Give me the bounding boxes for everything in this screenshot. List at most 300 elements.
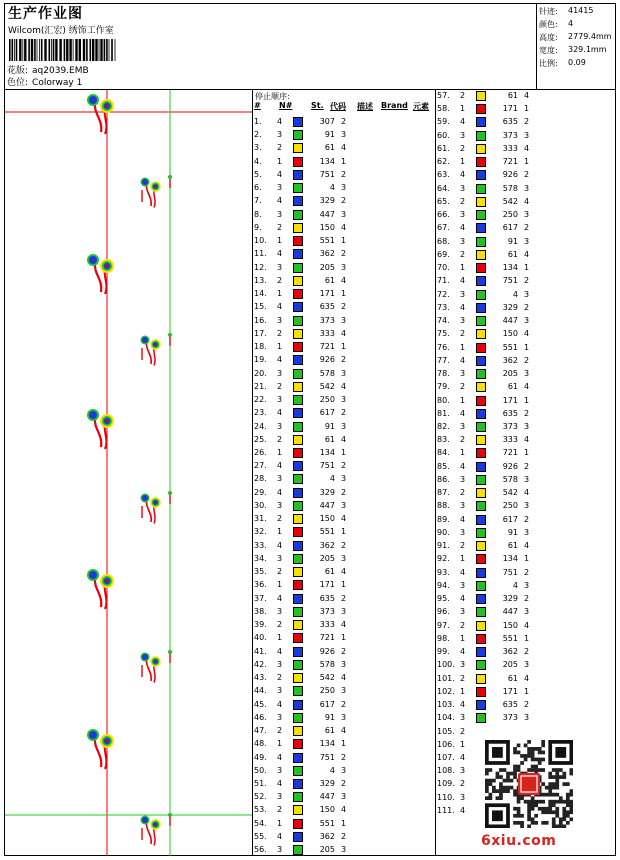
stop-number: 108. [437, 766, 455, 776]
color-code: 3 [341, 368, 347, 378]
needle-number: 2 [460, 488, 466, 498]
stop-row [253, 646, 435, 659]
stop-row [253, 248, 435, 261]
stitch-count: 926 [319, 646, 335, 656]
stop-row [253, 593, 435, 606]
needle-number: 1 [277, 739, 283, 749]
stitch-count: 171 [502, 395, 518, 405]
color-code: 3 [341, 686, 347, 696]
color-code: 3 [341, 765, 347, 775]
stop-number: 88. [437, 501, 450, 511]
stop-row [253, 288, 435, 301]
stop-number: 7. [254, 196, 262, 206]
color-code: 2 [524, 355, 530, 365]
stop-number: 50. [254, 765, 267, 775]
stop-number: 110. [437, 792, 455, 802]
stop-row [436, 487, 616, 500]
needle-number: 3 [460, 289, 466, 299]
stitch-count: 134 [502, 554, 518, 564]
color-code: 3 [524, 289, 530, 299]
color-swatch [476, 197, 486, 207]
stop-row [436, 421, 616, 434]
stop-row [253, 381, 435, 394]
stat-scale [539, 58, 586, 69]
stop-row [436, 262, 616, 275]
header-code: 代码 [330, 102, 346, 111]
stop-row [253, 473, 435, 486]
stop-number: 82. [437, 422, 450, 431]
stitch-count: 721 [502, 157, 518, 167]
design-file: aq2039.EMB [32, 66, 89, 76]
stitch-count: 61 [507, 541, 518, 551]
color-code: 2 [341, 831, 347, 841]
embroidery-motif-large [87, 254, 114, 294]
needle-number: 1 [277, 342, 283, 352]
stop-number: 54. [254, 818, 267, 828]
stop-row [436, 169, 616, 182]
color-swatch [293, 143, 303, 153]
stop-row [436, 395, 616, 408]
needle-number: 1 [460, 686, 466, 696]
stop-number: 52. [254, 792, 267, 802]
stats-panel [537, 4, 615, 90]
stitch-count: 205 [502, 660, 518, 670]
needle-number: 1 [277, 289, 283, 299]
color-code: 3 [524, 210, 530, 220]
stop-number: 87. [437, 488, 450, 498]
stop-row [436, 500, 616, 513]
stitch-count: 635 [319, 302, 335, 312]
stop-number: 74. [437, 316, 450, 326]
color-code: 2 [341, 540, 347, 550]
needle-number: 3 [277, 130, 283, 140]
stop-row [436, 116, 616, 129]
stitch-count: 751 [319, 169, 335, 179]
stop-row [253, 116, 435, 129]
stitch-count: 551 [319, 236, 335, 246]
needle-number: 2 [277, 328, 283, 338]
stitch-count: 635 [502, 700, 518, 710]
color-code: 1 [341, 633, 347, 643]
stop-number: 83. [437, 435, 450, 445]
needle-number: 3 [277, 315, 283, 325]
needle-number: 2 [277, 673, 283, 683]
color-swatch [293, 607, 303, 617]
color-swatch [293, 355, 303, 365]
stop-row [253, 341, 435, 354]
color-swatch [476, 568, 486, 578]
stitch-count: 171 [319, 289, 335, 299]
stop-row [436, 196, 616, 209]
color-swatch [476, 700, 486, 710]
stop-number: 75. [437, 329, 450, 339]
needle-number: 2 [277, 620, 283, 630]
stop-number: 106. [437, 739, 455, 749]
stop-number: 73. [437, 302, 450, 312]
needle-number: 1 [277, 633, 283, 643]
stitch-count: 329 [502, 302, 518, 312]
needle-number: 4 [277, 117, 283, 126]
stitch-count: 447 [319, 500, 335, 510]
barcode [9, 39, 119, 61]
color-code: 4 [524, 488, 530, 498]
stop-row [436, 434, 616, 447]
stop-row [436, 540, 616, 553]
header-element: 元素 [413, 102, 429, 111]
stitch-count: 307 [319, 117, 335, 126]
needle-number: 2 [277, 567, 283, 577]
stop-row [253, 513, 435, 526]
stop-number: 61. [437, 143, 450, 153]
color-swatch [476, 448, 486, 458]
stop-row [436, 514, 616, 527]
needle-number: 3 [460, 527, 466, 537]
stop-row [436, 606, 616, 619]
stop-row [253, 738, 435, 751]
needle-number: 1 [460, 554, 466, 564]
stop-number: 60. [437, 130, 450, 140]
color-swatch [476, 263, 486, 273]
stop-row [253, 752, 435, 765]
stop-number: 98. [437, 633, 450, 643]
stop-number: 71. [437, 276, 450, 286]
stop-row [253, 460, 435, 473]
stitch-count: 150 [502, 329, 518, 339]
color-code: 1 [524, 263, 530, 273]
color-code: 2 [524, 276, 530, 286]
stop-number: 84. [437, 448, 450, 458]
company-name: Wilcom(汇宏) 绣饰工作室 [8, 26, 114, 36]
stitch-count: 926 [319, 355, 335, 365]
stop-row [253, 712, 435, 725]
stitch-count: 4 [329, 474, 335, 484]
stitch-count: 171 [319, 580, 335, 590]
color-code: 1 [524, 448, 530, 458]
stitch-count: 61 [324, 726, 335, 736]
needle-number: 2 [277, 726, 283, 736]
needle-number: 3 [277, 606, 283, 616]
design-label: 花版: [7, 66, 29, 76]
color-code: 3 [341, 421, 347, 431]
color-code: 2 [341, 646, 347, 656]
stop-number: 67. [437, 223, 450, 233]
needle-number: 3 [277, 474, 283, 484]
color-code: 3 [524, 474, 530, 484]
color-code: 4 [524, 143, 530, 153]
color-swatch [293, 422, 303, 432]
stitch-count: 617 [502, 223, 518, 233]
stitch-count: 134 [319, 156, 335, 166]
needle-number: 4 [277, 302, 283, 312]
color-code: 1 [341, 527, 347, 537]
needle-number: 3 [460, 130, 466, 140]
stop-number: 15. [254, 302, 267, 312]
stop-number: 21. [254, 381, 267, 391]
stop-number: 89. [437, 514, 450, 524]
color-swatch [476, 462, 486, 472]
color-code: 4 [341, 620, 347, 630]
color-swatch [476, 475, 486, 485]
color-code: 3 [341, 130, 347, 140]
stop-number: 22. [254, 395, 267, 405]
stitch-count: 721 [502, 448, 518, 458]
color-code: 3 [524, 713, 530, 723]
needle-number: 3 [277, 183, 283, 193]
stitch-count: 61 [507, 91, 518, 100]
stop-row [436, 593, 616, 606]
needle-number: 3 [460, 210, 466, 220]
needle-number: 1 [460, 739, 466, 749]
needle-number: 3 [277, 659, 283, 669]
needle-number: 2 [460, 143, 466, 153]
color-swatch [476, 674, 486, 684]
needle-number: 4 [277, 461, 283, 471]
color-code: 1 [524, 686, 530, 696]
needle-number: 3 [277, 395, 283, 405]
stop-number: 65. [437, 196, 450, 206]
color-code: 4 [524, 435, 530, 445]
needle-number: 4 [277, 249, 283, 259]
stop-row [436, 659, 616, 672]
stitch-count: 551 [502, 342, 518, 352]
stop-row [436, 368, 616, 381]
color-swatch [476, 687, 486, 697]
needle-number: 1 [277, 580, 283, 590]
stitch-count: 61 [324, 434, 335, 444]
stop-row [253, 421, 435, 434]
needle-number: 4 [460, 408, 466, 418]
stop-row [253, 699, 435, 712]
stop-row [253, 129, 435, 142]
embroidery-motif-large [87, 569, 114, 609]
stop-row [253, 156, 435, 169]
stitch-count: 578 [319, 368, 335, 378]
sheet-title: 生产作业图 [8, 6, 83, 22]
needle-number: 4 [277, 408, 283, 418]
color-swatch [476, 250, 486, 260]
stop-number: 57. [437, 91, 450, 100]
stop-number: 29. [254, 487, 267, 497]
color-code: 2 [341, 752, 347, 762]
needle-number: 3 [460, 713, 466, 723]
needle-number: 3 [460, 369, 466, 379]
stop-row [253, 169, 435, 182]
stop-number: 96. [437, 607, 450, 617]
stop-number: 76. [437, 342, 450, 352]
color-code: 3 [524, 183, 530, 193]
stop-number: 11. [254, 249, 267, 259]
stitch-count: 91 [507, 236, 518, 246]
header-num: # [254, 101, 261, 110]
stop-row [436, 580, 616, 593]
color-code: 4 [524, 620, 530, 630]
stitch-count: 751 [319, 461, 335, 471]
stop-row [436, 249, 616, 262]
color-code: 2 [341, 196, 347, 206]
colorway-value: Colorway 1 [32, 78, 83, 88]
qr-code-image [485, 740, 573, 828]
color-swatch [476, 607, 486, 617]
stat-value: 329.1mm [568, 45, 607, 54]
needle-number: 4 [277, 699, 283, 709]
stop-number: 92. [437, 554, 450, 564]
stop-row [436, 355, 616, 368]
stop-number: 69. [437, 249, 450, 259]
color-swatch [293, 739, 303, 749]
color-swatch [476, 276, 486, 286]
stop-row [253, 844, 435, 856]
stitch-count: 61 [324, 275, 335, 285]
needle-number: 4 [460, 117, 466, 127]
color-swatch [293, 196, 303, 206]
color-swatch [476, 170, 486, 180]
stop-number: 41. [254, 646, 267, 656]
stitch-count: 617 [502, 514, 518, 524]
stop-row [253, 619, 435, 632]
color-code: 2 [524, 647, 530, 657]
stop-number: 64. [437, 183, 450, 193]
stitch-count: 329 [502, 594, 518, 604]
stop-row [253, 222, 435, 235]
color-swatch [293, 316, 303, 326]
color-swatch [293, 594, 303, 604]
needle-number: 3 [277, 792, 283, 802]
stop-number: 80. [437, 395, 450, 405]
color-swatch [293, 448, 303, 458]
stat-value: 0.09 [568, 58, 586, 67]
color-swatch [293, 474, 303, 484]
color-swatch [293, 236, 303, 246]
needle-number: 3 [460, 316, 466, 326]
stat-value: 2779.4mm [568, 32, 612, 41]
stat-colors [539, 19, 574, 30]
needle-number: 2 [460, 779, 466, 789]
stop-row [436, 103, 616, 116]
stop-row [253, 804, 435, 817]
color-code: 4 [341, 381, 347, 391]
stop-number: 28. [254, 474, 267, 484]
color-swatch [476, 117, 486, 127]
stop-number: 56. [254, 845, 267, 855]
color-swatch [293, 580, 303, 590]
stop-number: 42. [254, 659, 267, 669]
needle-number: 2 [277, 434, 283, 444]
stop-number: 18. [254, 342, 267, 352]
stop-number: 101. [437, 673, 455, 683]
stop-number: 17. [254, 328, 267, 338]
stitch-count: 542 [319, 673, 335, 683]
stop-row [436, 328, 616, 341]
stop-row [253, 725, 435, 738]
stitch-count: 447 [319, 792, 335, 802]
color-swatch [293, 845, 303, 855]
stat-value: 4 [568, 19, 574, 28]
stop-number: 38. [254, 606, 267, 616]
stop-number: 45. [254, 699, 267, 709]
color-swatch [476, 435, 486, 445]
stop-number: 90. [437, 527, 450, 537]
stop-row [253, 407, 435, 420]
needle-number: 2 [460, 91, 466, 100]
stop-number: 99. [437, 647, 450, 657]
color-code: 1 [524, 157, 530, 167]
stitch-count: 61 [324, 567, 335, 577]
color-code: 4 [341, 673, 347, 683]
color-swatch [293, 753, 303, 763]
color-swatch [293, 554, 303, 564]
embroidery-motif-small [141, 494, 161, 524]
needle-number: 3 [277, 845, 283, 855]
color-code: 3 [524, 501, 530, 511]
stop-number: 77. [437, 355, 450, 365]
stop-row [436, 289, 616, 302]
stop-number: 104. [437, 713, 455, 723]
color-code: 2 [524, 461, 530, 471]
stat-stitches [539, 6, 594, 17]
stop-row [436, 183, 616, 196]
color-swatch [293, 726, 303, 736]
stop-number: 111. [437, 805, 455, 815]
stop-number: 58. [437, 104, 450, 114]
stop-row [436, 527, 616, 540]
needle-number: 4 [277, 169, 283, 179]
stitch-count: 542 [502, 196, 518, 206]
color-code: 2 [341, 302, 347, 312]
color-swatch [293, 832, 303, 842]
stop-row [253, 818, 435, 831]
stop-number: 30. [254, 500, 267, 510]
stop-row [253, 142, 435, 155]
color-code: 4 [524, 91, 530, 100]
stop-row [436, 712, 616, 725]
color-swatch [293, 249, 303, 259]
stitch-count: 329 [319, 779, 335, 788]
stop-row [253, 566, 435, 579]
color-swatch [476, 237, 486, 247]
stat-label: 比例: [539, 59, 558, 68]
stitch-count: 61 [507, 382, 518, 392]
stop-number: 95. [437, 594, 450, 604]
stop-number: 31. [254, 514, 267, 524]
color-swatch [293, 805, 303, 815]
needle-number: 4 [277, 540, 283, 550]
stop-row [253, 354, 435, 367]
color-code: 3 [524, 130, 530, 140]
color-code: 3 [524, 660, 530, 670]
color-code: 3 [341, 606, 347, 616]
needle-number: 2 [460, 382, 466, 392]
color-swatch [293, 488, 303, 498]
color-code: 4 [524, 541, 530, 551]
color-swatch [293, 289, 303, 299]
color-code: 4 [341, 805, 347, 815]
stitch-count: 91 [507, 527, 518, 537]
color-swatch [476, 581, 486, 591]
stop-number: 55. [254, 831, 267, 841]
stop-number: 72. [437, 289, 450, 299]
stop-row [436, 315, 616, 328]
stop-number: 40. [254, 633, 267, 643]
stop-row [436, 143, 616, 156]
color-code: 4 [341, 567, 347, 577]
stitch-count: 61 [507, 249, 518, 259]
stitch-count: 578 [319, 659, 335, 669]
stop-row [436, 474, 616, 487]
color-code: 2 [524, 223, 530, 233]
stop-row [253, 368, 435, 381]
stop-number: 4. [254, 156, 262, 166]
stitch-count: 171 [502, 686, 518, 696]
